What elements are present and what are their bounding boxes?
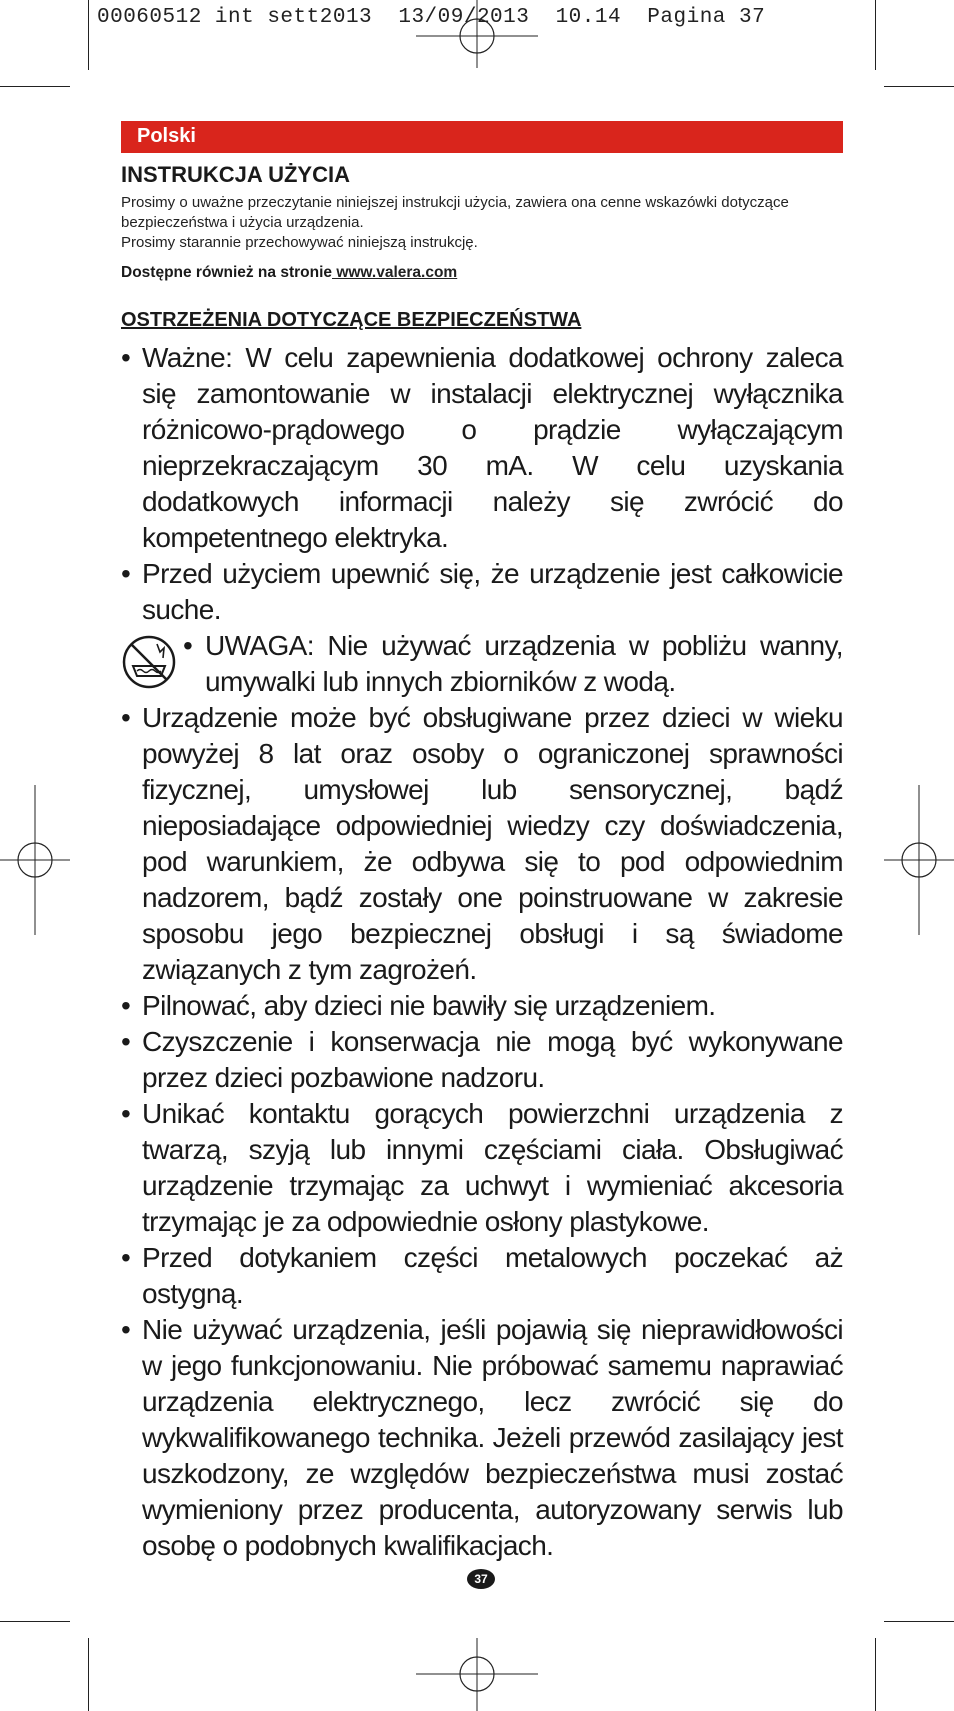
warning-item: • Unikać kontaktu gorących powierzchni urządzenia z twarzą, szyją lub innymi częściami ciała. Obsługiwać urządzenie trzymając za uchwyt i wymieniać akcesoria trzymając je za odpowiednie osłony plastykowe. xyxy=(121,1098,843,1237)
crop-mark xyxy=(884,1621,954,1622)
crop-mark xyxy=(0,86,70,87)
crop-mark xyxy=(88,1638,89,1711)
language-label: Polski xyxy=(137,125,196,147)
availability-note xyxy=(121,264,457,282)
crop-mark xyxy=(0,1621,70,1622)
crop-mark xyxy=(875,1638,876,1711)
bullet: • xyxy=(183,630,193,661)
page-number: 37 xyxy=(467,1569,495,1589)
warning-item: • Przed dotykaniem części metalowych poczekać aż ostygną. xyxy=(121,1242,843,1309)
language-tab xyxy=(121,121,843,153)
crop-mark xyxy=(884,86,954,87)
warning-item: • Nie używać urządzenia, jeśli pojawią się nieprawidłowości w jego funkcjonowaniu. Nie próbować samemu naprawiać urządzenia elektrycznego, lecz zwrócić się do wykwalifikowanego technika. Jeżeli przewód zasilający jest uszkodzony, ze względów bezpieczeństwa musi zostać wymieniony przez producenta, autoryzowany serwis lub osobę o podobnych kwalifikacjach. xyxy=(121,1314,843,1561)
intro-line: Prosimy starannie przechowywać niniejszą instrukcję. xyxy=(121,234,478,251)
warning-item: • Przed użyciem upewnić się, że urządzenie jest całkowicie suche. xyxy=(121,558,843,625)
warning-item: • Czyszczenie i konserwacja nie mogą być wykonywane przez dzieci pozbawione nadzoru. xyxy=(121,1026,843,1093)
instructions-heading: INSTRUKCJA UŻYCIA xyxy=(121,162,350,187)
bullet: • xyxy=(121,1098,131,1129)
intro-line: Prosimy o uważne przeczytanie niniejszej instrukcji użycia, zawiera ona cenne wskazówki dotyczące bezpieczeństwa i użycia urządzenia. xyxy=(121,194,789,231)
bullet: • xyxy=(121,1026,131,1057)
no-bathtub-icon xyxy=(121,634,177,690)
availability-text: Dostępne również na stronie xyxy=(121,264,333,281)
bullet: • xyxy=(121,1314,131,1345)
warning-item: • Pilnować, aby dzieci nie bawiły się urządzeniem. xyxy=(121,988,843,1024)
registration-mark-top xyxy=(410,0,544,70)
intro-text xyxy=(121,193,843,253)
warning-item: • Urządzenie może być obsługiwane przez dzieci w wieku powyżej 8 lat oraz osoby o ograniczonej sprawności fizycznej, umysłowej lub sensorycznej, bądź nieposiadające odpowiedniej wiedzy czy doświadczenia, pod warunkiem, że odbywa się to pod odpowiednim nadzorem, bądź zostały one poinstruowane w zakresie sposobu jego bezpiecznej obsługi i są świadome związanych z tym zagrożeń. xyxy=(121,702,843,985)
warning-item: • UWAGA: Nie używać urządzenia w pobliżu wanny, umywalki lub innych zbiorników z wodą. xyxy=(121,628,843,700)
safety-heading: OSTRZEŻENIA DOTYCZĄCE BEZPIECZEŃSTWA xyxy=(121,309,582,331)
registration-mark-bottom xyxy=(410,1638,544,1711)
printer-slug: 00060512 int sett2013 13/09/2013 10.14 Pagina 37 xyxy=(97,6,766,29)
bullet: • xyxy=(121,990,131,1021)
registration-mark-right xyxy=(882,785,954,935)
bullet: • xyxy=(121,558,131,589)
safety-warnings-list xyxy=(121,340,843,1564)
website-link[interactable]: www.valera.com xyxy=(332,264,458,281)
crop-mark xyxy=(88,0,89,70)
bullet: • xyxy=(121,342,131,373)
registration-mark-left xyxy=(0,785,72,935)
bullet: • xyxy=(121,1242,131,1273)
warning-item: • Ważne: W celu zapewnienia dodatkowej ochrony zaleca się zamontowanie w instalacji elektrycznej wyłącznika różnicowo-prądowego o prądzie wyłączającym nieprzekraczającym 30 mA. W celu uzyskania dodatkowych informacji należy się zwrócić do kompetentnego elektryka. xyxy=(121,342,843,553)
bullet: • xyxy=(121,702,131,733)
crop-mark xyxy=(875,0,876,70)
